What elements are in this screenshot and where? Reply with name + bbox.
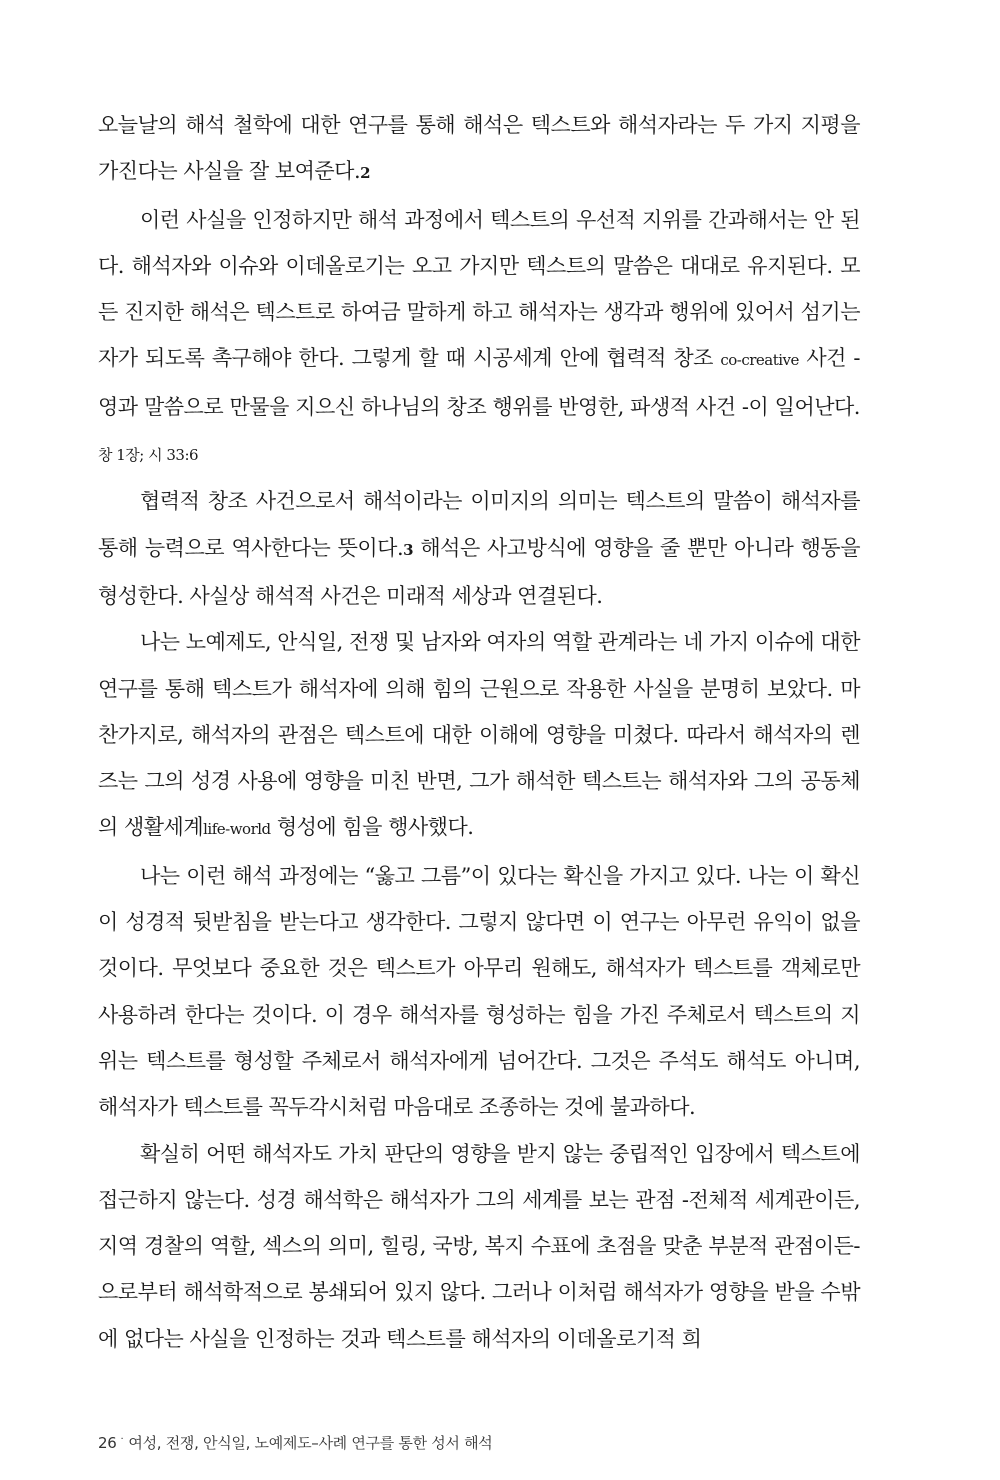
footer-separator: ·	[120, 1434, 124, 1445]
paragraph-3-text-a: 협력적 창조 사건으로서 해석이라는 이미지의 의미는 텍스트의 말씀이 해석자를 통해 능력으로 역사한다는 뜻이다.	[98, 489, 860, 560]
scripture-reference: 창 1장; 시 33:6	[98, 446, 199, 465]
paragraph-3	[98, 478, 860, 619]
paragraph-2	[98, 197, 860, 479]
paragraph-6	[98, 1131, 860, 1362]
paragraph-1	[98, 102, 860, 197]
term-co-creative: co-creative	[720, 351, 799, 370]
page-number: 26	[98, 1434, 117, 1452]
paragraph-2-text-a: 이런 사실을 인정하지만 해석 과정에서 텍스트의 우선적 지위를 간과해서는 안 된다. 해석자와 이슈와 이데올로기는 오고 가지만 텍스트의 말씀은 대대로 유지된다. 모든 진지한 해석은 텍스트로 하여금 말하게 하고 해석자는 생각과 행위에 있어서 섬기는 자가 되도록 촉구해야 한다. 그렇게 할 때 시공세계 안에 협력적 창조	[98, 207, 860, 371]
body-text	[98, 102, 860, 1362]
paragraph-4-text-a: 나는 노예제도, 안식일, 전쟁 및 남자와 여자의 역할 관계라는 네 가지 이슈에 대한 연구를 통해 텍스트가 해석자에 의해 힘의 근원으로 작용한 사실을 분명히 보았다. 마찬가지로, 해석자의 관점은 텍스트에 대한 이해에 영향을 미쳤다. 따라서 해석자의 렌즈는 그의 성경 사용에 영향을 미친 반면, 그가 해석한 텍스트는 해석자와 그의 공동체의 생활세계	[98, 630, 860, 840]
term-life-world: life-world	[203, 820, 271, 839]
paragraph-6-text: 확실히 어떤 해석자도 가치 판단의 영향을 받지 않는 중립적인 입장에서 텍스트에 접근하지 않는다. 성경 해석학은 해석자가 그의 세계를 보는 관점 -전체적 세계관이든, 지역 경찰의 역할, 섹스의 의미, 힐링, 국방, 복지 수표에 초점을 맞춘 부분적 관점이든- 으로부터 해석학적으로 봉쇄되어 있지 않다. 그러나 이처럼 해석자가 영향을 받을 수밖에 없다는 사실을 인정하는 것과 텍스트를 해석자의 이데올로기적 희	[98, 1141, 860, 1351]
book-title: 여성, 전쟁, 안식일, 노예제도–사례 연구를 통한 성서 해석	[128, 1434, 493, 1452]
paragraph-5-text: 나는 이런 해석 과정에는 “옳고 그름”이 있다는 확신을 가지고 있다. 나는 이 확신이 성경적 뒷받침을 받는다고 생각한다. 그렇지 않다면 이 연구는 아무런 유익이 없을 것이다. 무엇보다 중요한 것은 텍스트가 아무리 원해도, 해석자가 텍스트를 객체로만 사용하려 한다는 것이다. 이 경우 해석자를 형성하는 힘을 가진 주체로서 텍스트의 지위는 텍스트를 형성할 주체로서 해석자에게 넘어간다. 그것은 주석도 해석도 아니며, 해석자가 텍스트를 꼭두각시처럼 마음대로 조종하는 것에 불과하다.	[98, 863, 860, 1120]
paragraph-3-text-b: 해석은 사고방식에 영향을 줄 뿐만 아니라 행동을 형성한다. 사실상 해석적 사건은 미래적 세상과 연결된다.	[98, 535, 860, 608]
paragraph-2-text-b: 사건 -영과 말씀으로 만물을 지으신 하나님의 창조 행위를 반영한, 파생적 사건 -이 일어난다.	[98, 346, 860, 419]
paragraph-5	[98, 853, 860, 1131]
footnote-marker-2: 2	[360, 164, 371, 183]
page-footer	[98, 1432, 492, 1453]
paragraph-4-text-b: 형성에 힘을 행사했다.	[270, 815, 474, 840]
paragraph-4	[98, 619, 860, 852]
paragraph-1-text: 오늘날의 해석 철학에 대한 연구를 통해 해석은 텍스트와 해석자라는 두 가지 지평을 가진다는 사실을 잘 보여준다.	[98, 113, 860, 184]
footnote-marker-3: 3	[403, 540, 414, 559]
